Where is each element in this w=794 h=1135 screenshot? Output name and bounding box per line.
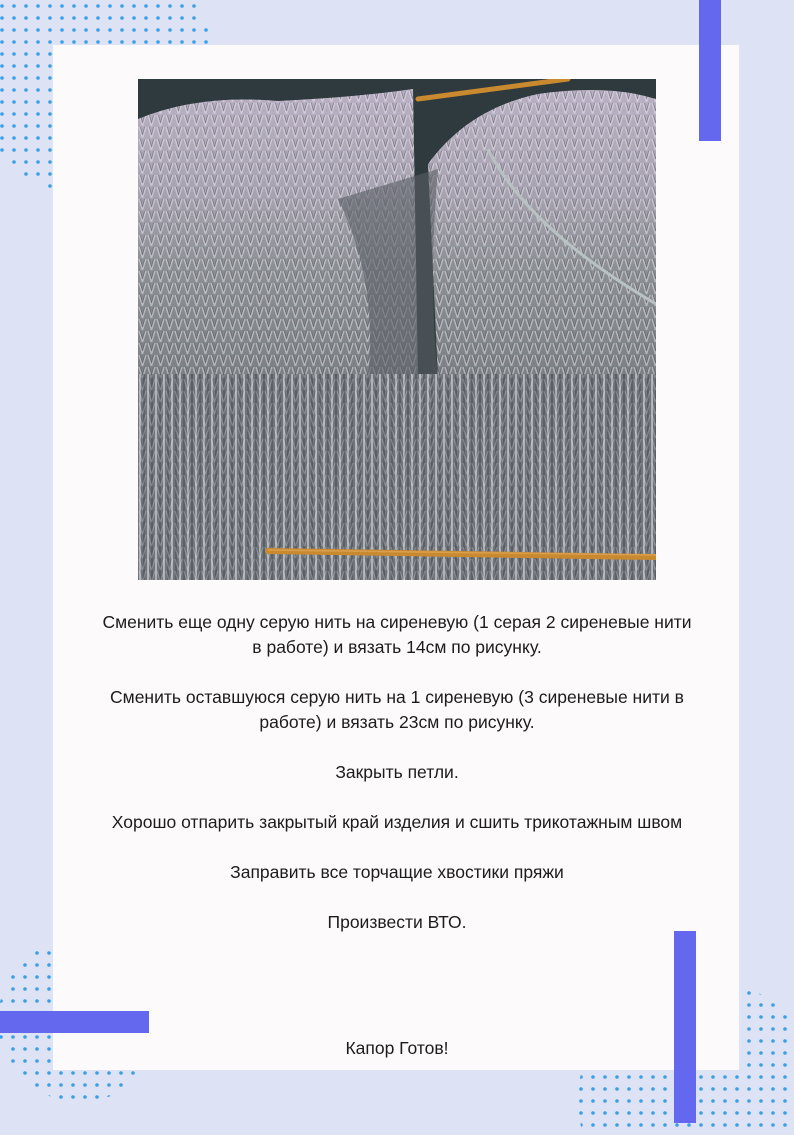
instruction-6: Произвести ВТО.	[327, 912, 467, 932]
final-line: Капор Готов!	[345, 1038, 449, 1058]
instructions-text	[100, 610, 694, 960]
instruction-3: Закрыть петли.	[335, 762, 459, 782]
instruction-5: Заправить все торчащие хвостики пряжи	[230, 862, 564, 882]
instruction-2: Сменить оставшуюся серую нить на 1 сиреневую (3 сиреневые нити в работе) и вязать 23см по рисунку.	[110, 687, 684, 732]
instruction-4: Хорошо отпарить закрытый край изделия и сшить трикотажным швом	[111, 812, 683, 832]
knitted-hat-photo-icon	[138, 79, 656, 580]
accent-bar-bottom-left	[0, 1011, 149, 1033]
accent-bar-top-right	[699, 0, 721, 141]
knitting-photo	[138, 79, 656, 580]
instruction-1: Сменить еще одну серую нить на сиреневую (1 серая 2 сиреневые нити в работе) и вязать 14см по рисунку.	[102, 612, 692, 657]
